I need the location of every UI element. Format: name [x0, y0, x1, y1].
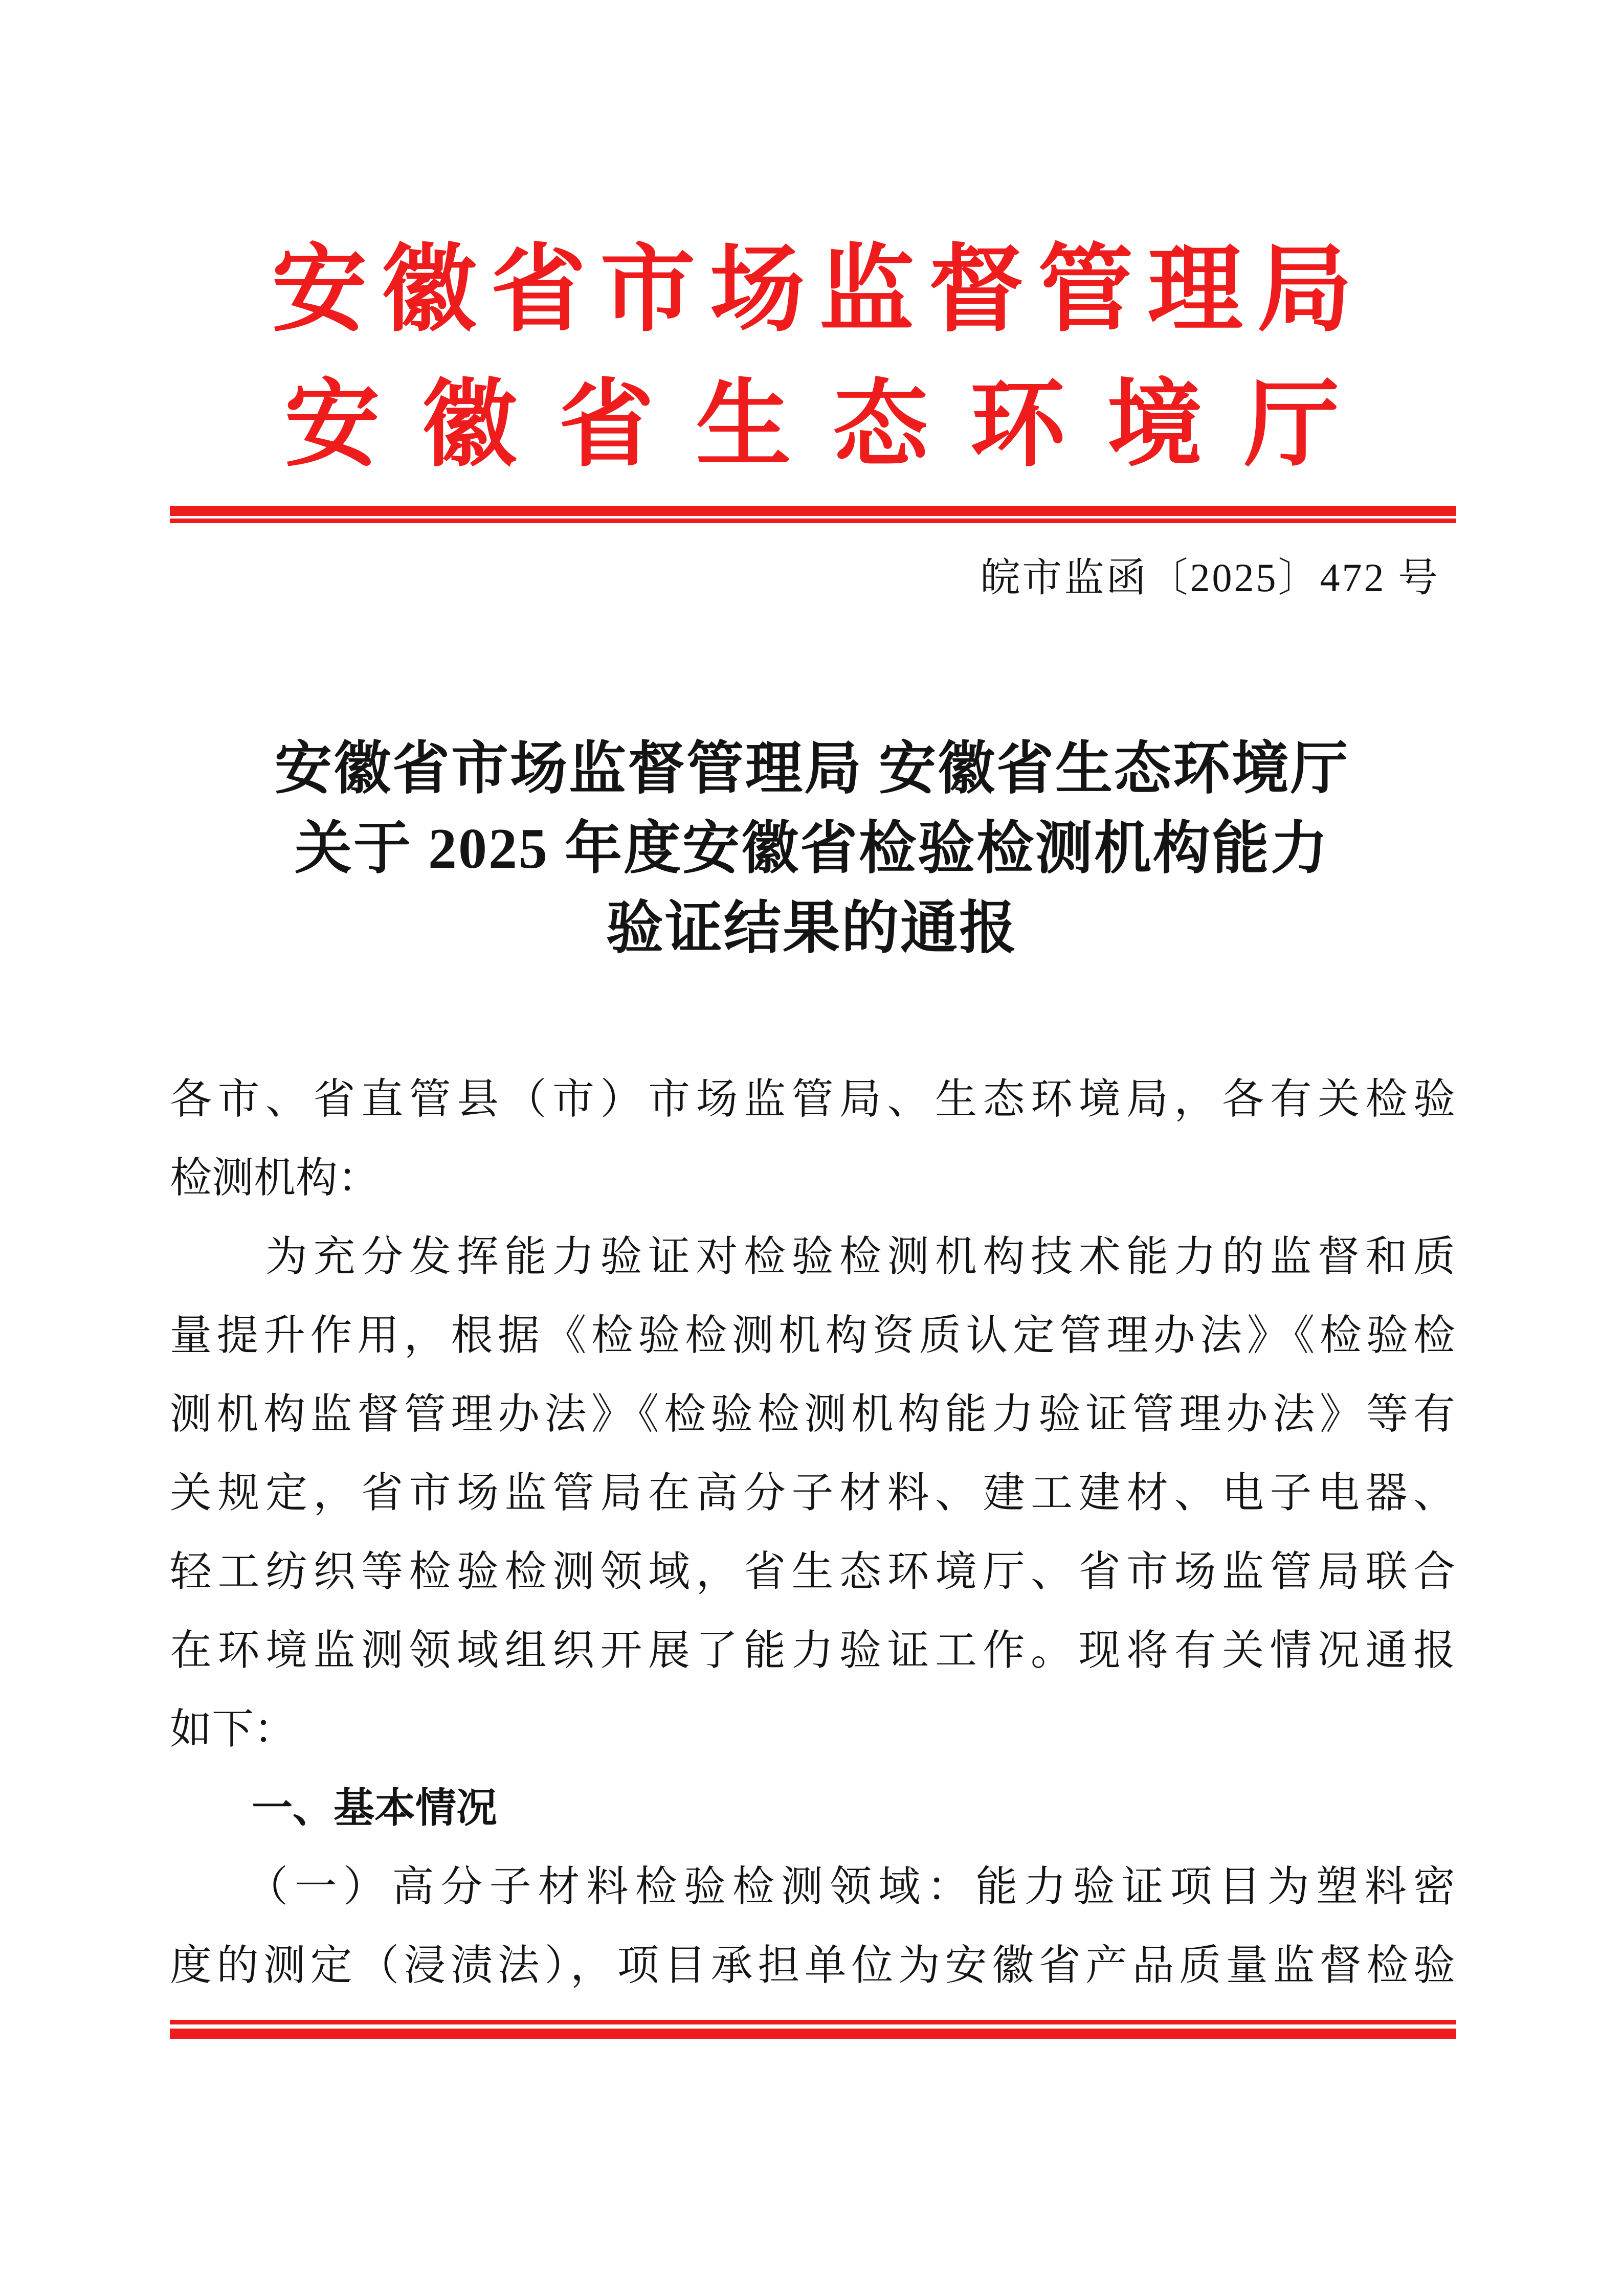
bottom-separator-thin-line	[170, 2020, 1456, 2024]
document-body	[170, 1060, 1455, 2005]
body-line: 轻工纺织等检验检测领域，省生态环境厅、省市场监管局联合	[170, 1548, 1455, 1595]
body-line: （一）高分子材料检验检测领域：能力验证项目为塑料密	[170, 1863, 1455, 1910]
body-line: 在环境监测领域组织开展了能力验证工作。现将有关情况通报	[170, 1627, 1455, 1674]
body-line: 各市、省直管县（市）市场监管局、生态环境局，各有关检验	[170, 1076, 1455, 1122]
title-line-3: 验证结果的通报	[606, 897, 1018, 960]
bottom-separator-thick-line	[170, 2029, 1456, 2039]
org-name-line2: 安徽省生态环境厅	[284, 373, 1382, 478]
body-line: 测机构监督管理办法》《检验检测机构能力验证管理办法》等有	[170, 1391, 1455, 1437]
body-line: 如下：	[170, 1706, 296, 1752]
top-separator-thick-line	[170, 506, 1456, 516]
body-line: 检测机构：	[170, 1155, 380, 1201]
title-line-2: 关于 2025 年度安徽省检验检测机构能力	[295, 817, 1329, 881]
body-line: 度的测定（浸渍法），项目承担单位为安徽省产品质量监督检验	[170, 1942, 1455, 1989]
top-separator-thin-line	[170, 519, 1456, 523]
org-name-line1: 安徽省市场监督管理局	[272, 238, 1367, 343]
title-line-1: 安徽省市场监督管理局 安徽省生态环境厅	[275, 737, 1349, 801]
body-line: 为充分发挥能力验证对检验检测机构技术能力的监督和质	[170, 1233, 1455, 1280]
body-line: 量提升作用，根据《检验检测机构资质认定管理办法》《检验检	[170, 1312, 1455, 1359]
body-line: 关规定，省市场监管局在高分子材料、建工建材、电子电器、	[170, 1470, 1455, 1516]
document-title	[169, 729, 1455, 969]
document-number: 皖市监函〔2025〕472 号	[980, 555, 1440, 600]
section-heading: 一、基本情况	[170, 1785, 497, 1831]
